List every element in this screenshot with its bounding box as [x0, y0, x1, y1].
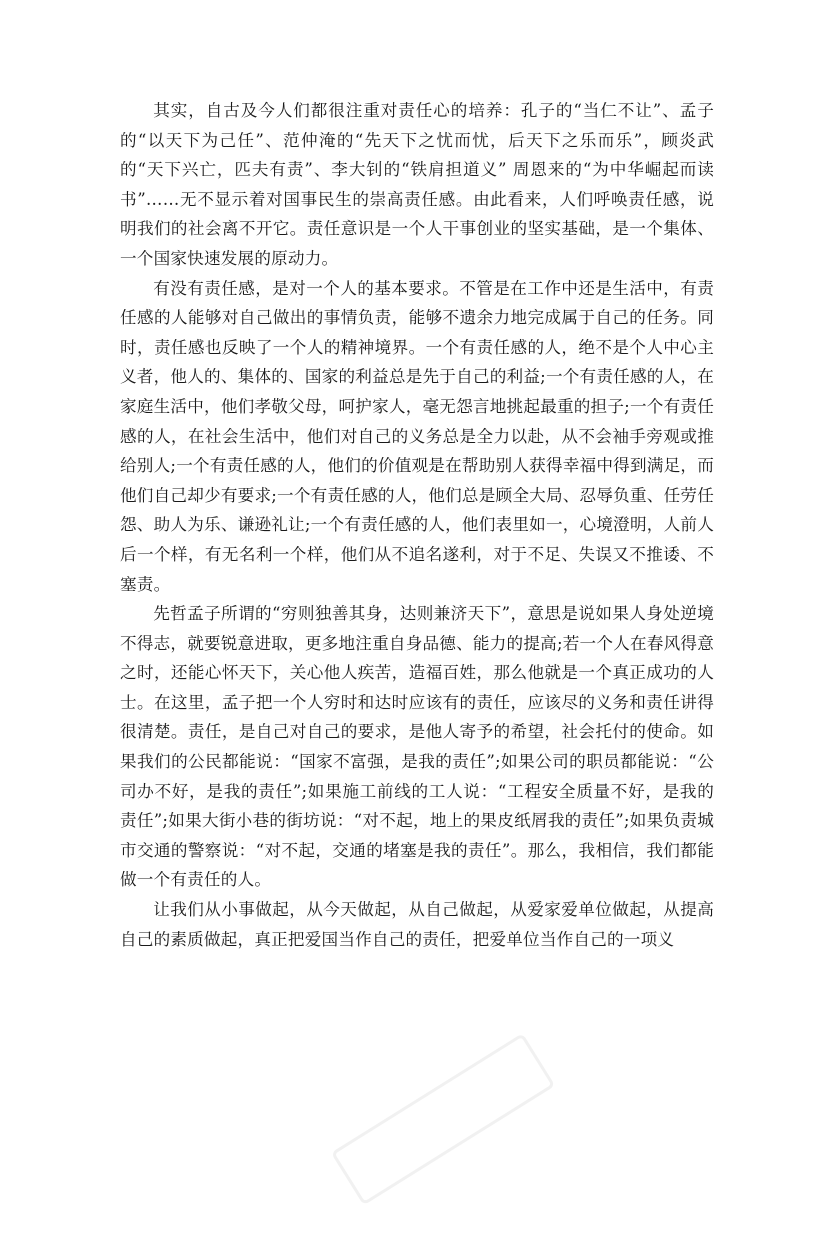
- paragraph-1: 其实，自古及今人们都很注重对责任心的培养：孔子的“当仁不让”、孟子的“以天下为己任”、范仲淹的“先天下之忧而忧，后天下之乐而乐”，顾炎武的“天下兴亡，匹夫有责”、李大钊的“铁肩担道义” 周恩来的“为中华崛起而读书”……无不显示着对国事民生的崇高责任感。由此看来，人们呼唤责任感，说明我们的社会离不开它。责任意识是一个人干事创业的坚实基础，是一个集体、一个国家快速发展的原动力。: [120, 101, 714, 268]
- paragraph-4: 让我们从小事做起，从今天做起，从自己做起，从爱家爱单位做起，从提高自己的素质做起，真正把爱国当作自己的责任，把爱单位当作自己的一项义: [120, 900, 714, 949]
- paragraph-3: 先哲孟子所谓的“穷则独善其身，达则兼济天下”，意思是说如果人身处逆境不得志，就要锐意进取，更多地注重自身品德、能力的提高;若一个人在春风得意之时，还能心怀天下，关心他人疾苦，造福百姓，那么他就是一个真正成功的人士。在这里，孟子把一个人穷时和达时应该有的责任，应该尽的义务和责任讲得很清楚。责任，是自己对自己的要求，是他人寄予的希望，社会托付的使命。如果我们的公民都能说：“国家不富强，是我的责任”;如果公司的职员都能说：“公司办不好，是我的责任”;如果施工前线的工人说：“工程安全质量不好，是我的责任”;如果大街小巷的街坊说：“对不起，地上的果皮纸屑我的责任”;如果负责城市交通的警察说：“对不起，交通的堵塞是我的责任”。那么，我相信，我们都能做一个有责任的人。: [120, 604, 714, 890]
- paragraph-2: 有没有责任感，是对一个人的基本要求。不管是在工作中还是生活中，有责任感的人能够对自己做出的事情负责，能够不遗余力地完成属于自己的任务。同时，责任感也反映了一个人的精神境界。一个有责任感的人，绝不是个人中心主义者，他人的、集体的、国家的利益总是先于自己的利益;一个有责任感的人，在家庭生活中，他们孝敬父母，呵护家人，毫无怨言地挑起最重的担子;一个有责任感的人，在社会生活中，他们对自己的义务总是全力以赴，从不会袖手旁观或推给别人;一个有责任感的人，他们的价值观是在帮助别人获得幸福中得到满足，而他们自己却少有要求;一个有责任感的人，他们总是顾全大局、忍辱负重、任劳任怨、助人为乐、谦逊礼让;一个有责任感的人，他们表里如一，心境澄明，人前人后一个样，有无名利一个样，他们从不追名遂利，对于不足、失误又不推诿、不塞责。: [120, 278, 714, 594]
- document-body: [120, 96, 714, 954]
- watermark-graphic: [310, 1002, 571, 1237]
